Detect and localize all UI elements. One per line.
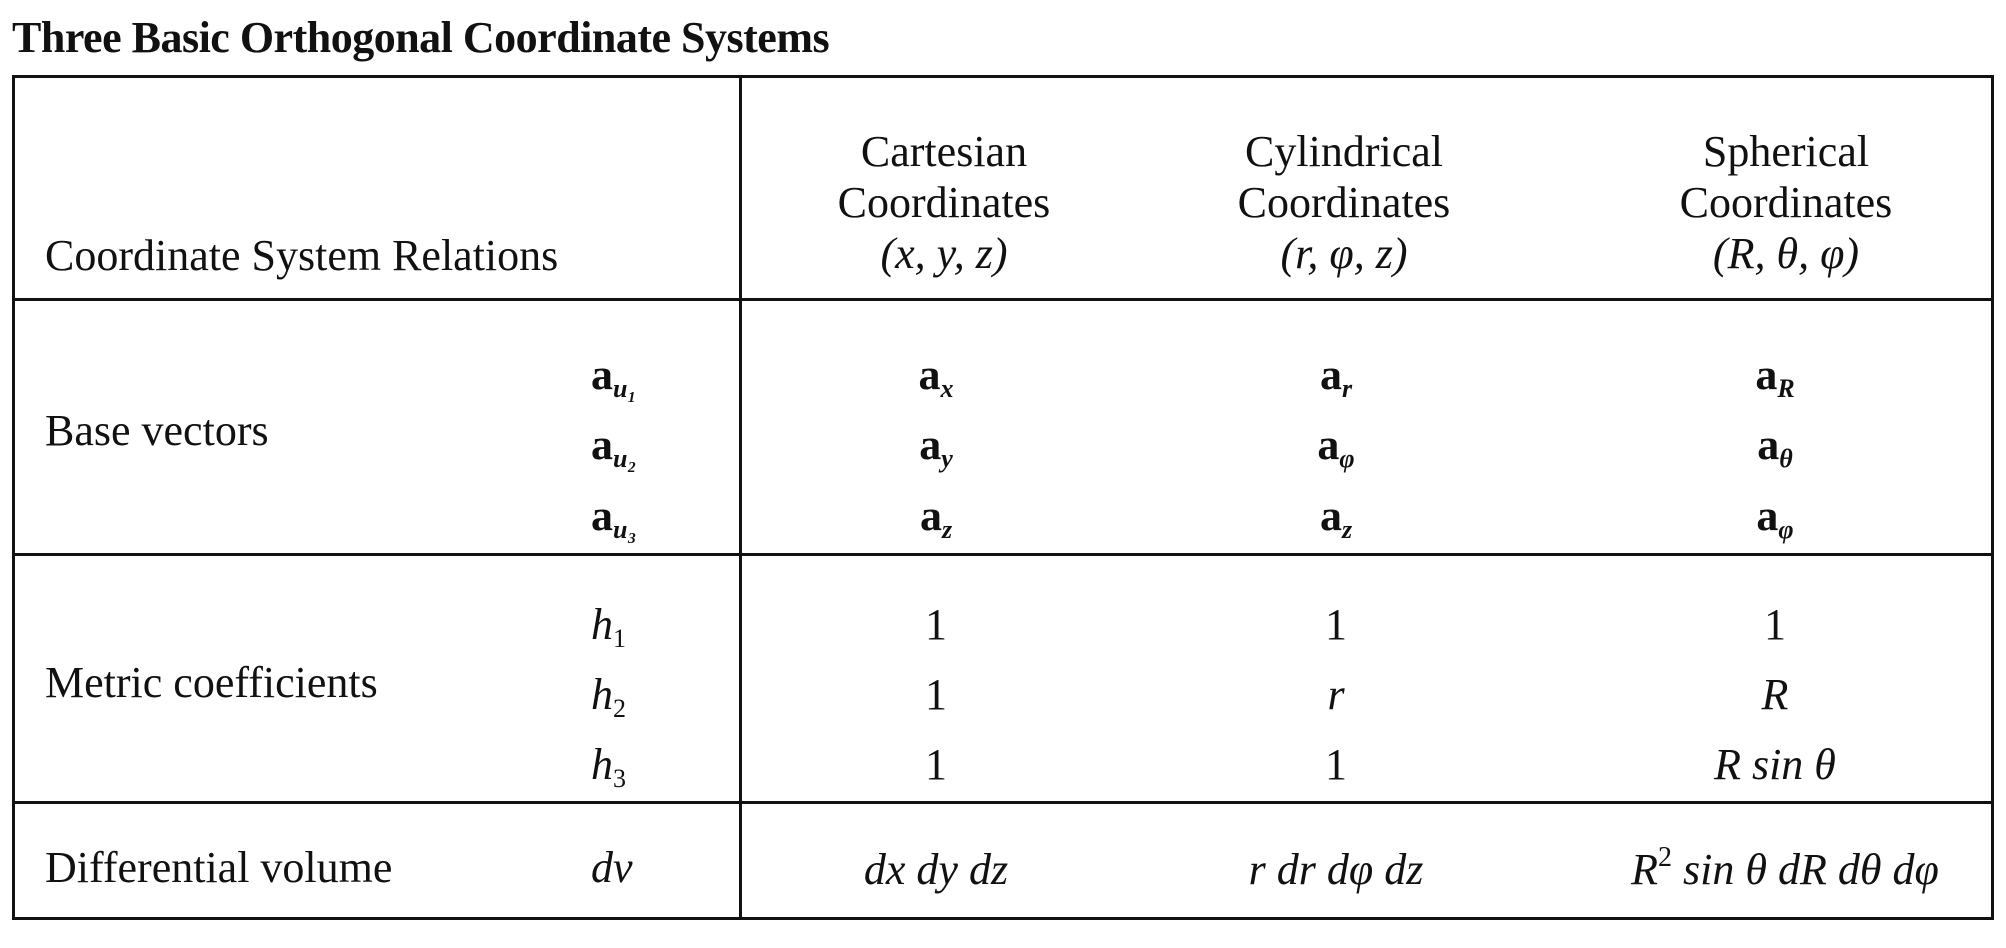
cylindrical-volume: r dr dφ dz xyxy=(1248,845,1424,894)
cartesian-metric: 1 xyxy=(925,600,947,649)
metric-divider xyxy=(15,801,1991,804)
metric-symbol: $h_2$ xyxy=(591,670,626,723)
base-vectors-label: Base vectors xyxy=(45,406,269,455)
coordinate-systems-table xyxy=(12,75,1994,920)
header-spherical-vars: (R, θ, φ) xyxy=(1712,229,1860,278)
spherical-metric: R xyxy=(1761,670,1789,719)
page-title: Three Basic Orthogonal Coordinate Systems xyxy=(12,13,830,62)
spherical-volume: $R^2$ sin θ dR dθ dφ xyxy=(1631,842,1939,894)
header-cartesian-line1: Cartesian xyxy=(860,127,1028,176)
header-cartesian-line2: Coordinates xyxy=(837,178,1051,227)
header-spherical-line2: Coordinates xyxy=(1679,178,1893,227)
cartesian-volume: dx dy dz xyxy=(863,845,1009,894)
header-spherical xyxy=(1606,126,1966,279)
cylindrical-metric: 1 xyxy=(1325,740,1347,789)
cylindrical-metric: 1 xyxy=(1325,600,1347,649)
cartesian-base-vector: $a_z$ xyxy=(919,491,953,544)
metric-symbol: $h_1$ xyxy=(591,600,626,653)
cylindrical-metric: r xyxy=(1327,670,1345,719)
metric-symbol: $h_3$ xyxy=(591,740,626,793)
header-cartesian xyxy=(764,126,1124,279)
spherical-base-vector: $a_\theta$ xyxy=(1757,420,1793,473)
header-cylindrical-line1: Cylindrical xyxy=(1245,127,1443,176)
header-spherical-line1: Spherical xyxy=(1702,127,1870,176)
header-cartesian-vars: (x, y, z) xyxy=(880,229,1008,278)
metric-coefficients-label: Metric coefficients xyxy=(45,658,378,707)
column-divider xyxy=(739,78,742,917)
cylindrical-base-vector: $a_\varphi$ xyxy=(1317,420,1355,473)
header-cylindrical-line2: Coordinates xyxy=(1237,178,1451,227)
spherical-base-vector: $a_\varphi$ xyxy=(1756,491,1794,544)
header-divider xyxy=(15,298,1991,301)
header-cylindrical xyxy=(1164,126,1524,279)
base-vectors-divider xyxy=(15,553,1991,556)
base-vector-symbol: $a_{u_2}$ xyxy=(591,420,637,473)
cartesian-base-vector: $a_x$ xyxy=(918,350,954,403)
cartesian-base-vector: $a_y$ xyxy=(919,420,953,473)
row-label-header: Coordinate System Relations xyxy=(45,231,559,280)
cartesian-metric: 1 xyxy=(925,670,947,719)
base-vector-symbol: $a_{u_3}$ xyxy=(591,491,637,544)
header-cylindrical-vars: (r, φ, z) xyxy=(1280,229,1408,278)
differential-volume-label: Differential volume xyxy=(45,843,393,892)
base-vector-symbol: $a_{u_1}$ xyxy=(591,350,637,403)
spherical-base-vector: $a_R$ xyxy=(1755,350,1795,403)
cartesian-metric: 1 xyxy=(925,740,947,789)
spherical-metric: 1 xyxy=(1764,600,1786,649)
cylindrical-base-vector: $a_r$ xyxy=(1319,350,1353,403)
cylindrical-base-vector: $a_z$ xyxy=(1319,491,1353,544)
spherical-metric: R sin θ xyxy=(1714,740,1836,789)
differential-volume-symbol: dv xyxy=(591,843,633,892)
